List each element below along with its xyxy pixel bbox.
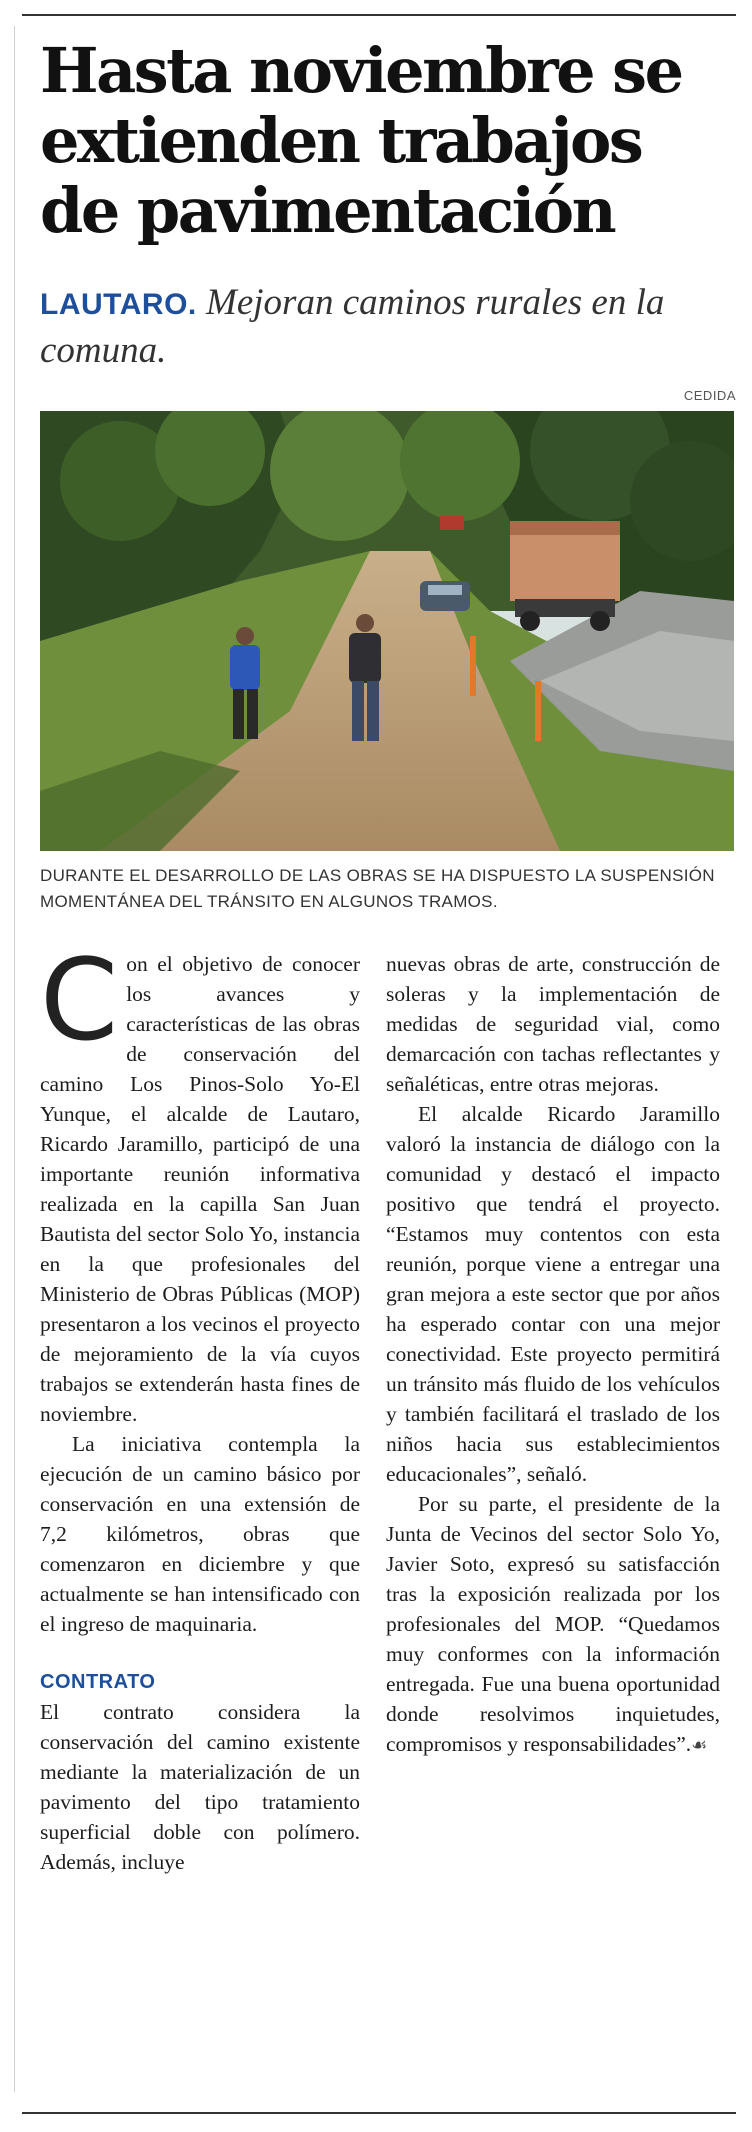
paragraph-4: El alcalde Ricardo Jaramillo valoró la instancia de diálogo con la comunidad y destacó el impacto positivo que tendrá el proyecto. “Estamos muy contentos con esta reunión, porque viene a entregar una gran mejora a este sector que por años ha esperado contar con una mejor conectividad. Este proyecto permitirá un tránsito más fluido de los vehículos y también facilitará el traslado de los niños hacia sus establecimientos educacionales”, señaló. [386,1102,720,1486]
subhead-contrato: CONTRATO [40,1671,156,1693]
paragraph-3: El contrato considera la conservación del camino existente mediante la materialización de un pavimento del tipo tratamiento superficial doble con polímero. Además, incluye [40,1700,360,1874]
bottom-rule [22,2112,736,2114]
column-left [40,936,360,1877]
paragraph-1-text: on el objetivo de conocer los avances y características de las obras de conservación del camino Los Pinos-Solo Yo-El Yunque, el alcalde de Lautaro, Ricardo Jaramillo, participó de una importante reunión informativa realizada en la capilla San Juan Bautista del sector Solo Yo, instancia en la que profesionales del Ministerio de Obras Públicas (MOP) presentaron a los vecinos el proyecto de mejoramiento de la vía cuyos trabajos se extenderán hasta fines de noviembre. [40,952,360,1426]
article-photo [40,411,734,851]
paragraph-3-continued: nuevas obras de arte, construcción de soleras y la implementación de medidas de seguridad vial, como demarcación con tachas reflectantes y señaléticas, entre otras mejoras. [386,952,720,1096]
lead-place: LAUTARO. [40,288,197,321]
article [40,36,736,2081]
drop-cap: C [40,936,119,1066]
lead [40,280,736,374]
paragraph-5 [386,1489,720,1761]
top-rule [22,14,736,16]
article-body [40,936,736,2081]
paragraph-2: La iniciativa contempla la ejecución de un camino básico por conservación en una extensión de 7,2 kilómetros, obras que comenzaron en diciembre y que actualmente se han intensificado con el ingreso de maquinaria. [40,1432,360,1636]
paragraph-1 [40,936,360,1429]
column-right [386,949,720,1761]
lead-text: Mejoran caminos rurales en la comuna. [40,282,665,371]
paragraph-5-text: Por su parte, el presidente de la Junta de Vecinos del sector Solo Yo, Javier Soto, expresó su satisfacción tras la exposición realizada por los profesionales del MOP. “Quedamos muy conformes con la información entregada. Fue una buena oportunidad donde resolvimos inquietudes, compromisos y responsabilidades”. [386,1492,720,1756]
photo-credit: CEDIDA [683,388,736,403]
headline: Hasta noviembre se extienden trabajos de pavimentación [40,34,682,247]
photo-caption: DURANTE EL DESARROLLO DE LAS OBRAS SE HA DISPUESTO LA SUSPENSIÓN MOMENTÁNEA DEL TRÁNSITO EN ALGUNOS TRAMOS. [40,866,715,911]
end-mark-icon: ☙ [691,1735,708,1756]
road-works-photo [40,411,734,851]
left-rule [14,26,15,2092]
